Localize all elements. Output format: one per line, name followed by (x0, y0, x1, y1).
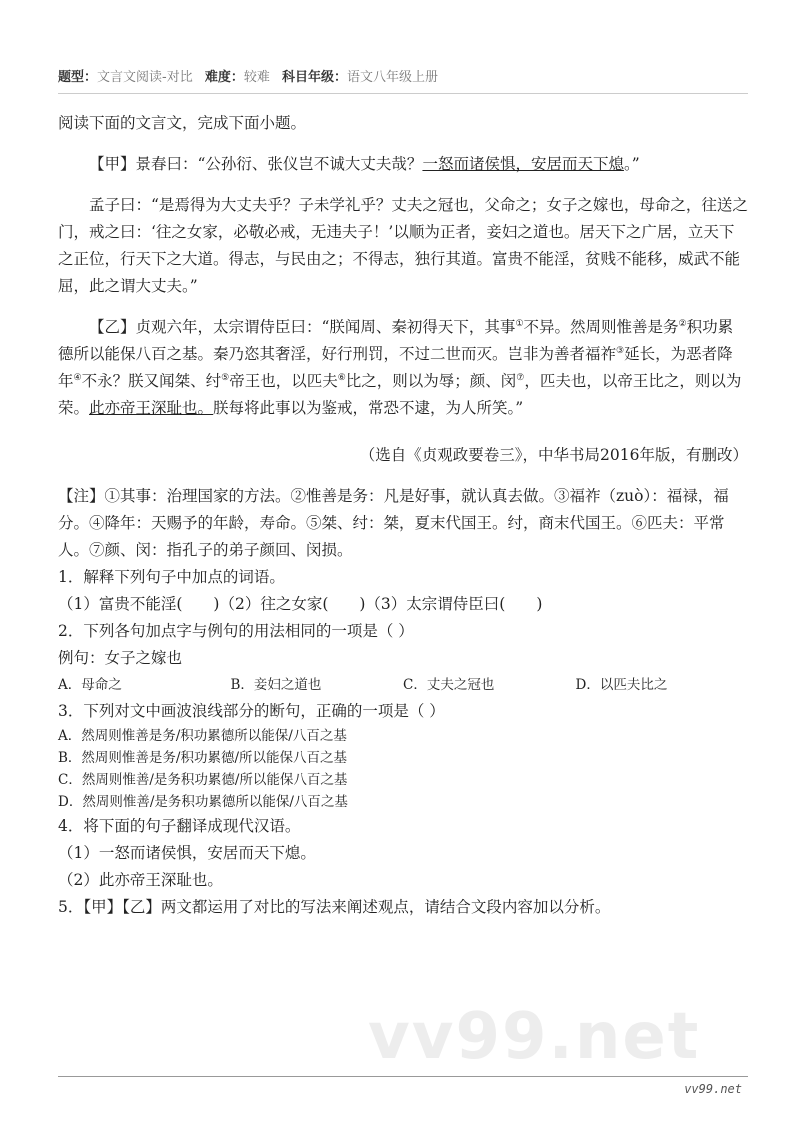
difficulty-value: 较难 (243, 70, 270, 85)
watermark: vv99.net (368, 1000, 701, 1074)
yi-text: 不永？朕又闻桀、纣 (81, 372, 222, 390)
question-2-title: 2．下列各句加点字与例句的用法相同的一项是（ ） (58, 622, 414, 640)
option-a: A．然周则惟善是务/积功累德所以能保/八百之基 (58, 728, 347, 744)
document-body (58, 110, 748, 921)
passage-yi (58, 314, 748, 422)
footer-site: vv99.net (684, 1082, 742, 1096)
question-2-options (58, 672, 748, 698)
type-label: 题型： (58, 70, 98, 85)
yi-text: 比之，则以为辱；颜、闵 (345, 372, 517, 390)
header-divider (58, 93, 748, 94)
question-meta-header (58, 66, 748, 85)
yi-text: 帝王也，以匹夫 (229, 372, 338, 390)
footnote-marker: ④ (73, 372, 82, 383)
question-1-line: （1）富贵不能淫( )（2）往之女家( )（3）太宗谓侍臣曰( ) (58, 595, 543, 613)
yi-text: 【乙】贞观六年，太宗谓侍臣曰：“朕闻周、秦初得天下，其事 (89, 318, 516, 336)
footnote-marker: ③ (616, 345, 625, 356)
yi-underlined: 此亦帝王深耻也。 (89, 399, 214, 417)
question-5-title: 5．【甲】【乙】两文都运用了对比的写法来阐述观点，请结合文段内容加以分析。 (58, 898, 611, 916)
passage-jia-p2: 孟子曰：“是焉得为大丈夫乎？子未学礼乎？丈夫之冠也，父命之；女子之嫁也，母命之，往送之门，戒之曰：‘往之女家，必敬必戒，无违夫子！’以顺为正者，妾妇之道也。居天下之广居，立天下之正位，行天下之大道。得志，与民由之；不得志，独行其道。富贵不能淫，贫贱不能移，威武不能屈，此之谓大丈夫。” (58, 196, 748, 295)
option-c: C．丈夫之冠也 (403, 677, 495, 693)
footnote-marker: ⑤ (221, 372, 230, 383)
footnote-marker: ⑦ (516, 372, 525, 383)
yi-text: 不异。然周则惟善是务 (523, 318, 679, 336)
annotation-notes: 【注】①其事：治理国家的方法。②惟善是务：凡是好事，就认真去做。③福祚（zuò）：福禄，福分。④降年：天赐予的年龄，寿命。⑤桀、纣：桀，夏末代国王。纣，商末代国王。⑥匹夫：平常人。⑦颜、闵：指孔子的弟子颜回、闵损。 (58, 487, 729, 559)
question-1-title: 1．解释下列句子中加点的词语。 (58, 568, 285, 586)
intro-text: 阅读下面的文言文，完成下面小题。 (58, 114, 307, 132)
footnote-marker: ① (515, 318, 524, 329)
option-a: A．母命之 (58, 677, 122, 693)
type-value: 文言文阅读-对比 (97, 70, 193, 85)
jia-p1-end: 。” (623, 155, 640, 173)
passage-jia-p1 (58, 151, 748, 178)
question-2-example: 例句：女子之嫁也 (58, 649, 183, 667)
option-d: D．以匹夫比之 (575, 677, 668, 693)
footnote-marker: ② (678, 318, 687, 329)
source-citation: （选自《贞观政要卷三》，中华书局2016年版，有删改） (359, 446, 748, 464)
jia-p1-text: 【甲】景春曰：“公孙衍、张仪岂不诚大丈夫哉？ (89, 155, 423, 173)
question-3-title: 3．下列对文中画波浪线部分的断句，正确的一项是（ ） (58, 702, 445, 720)
jia-p1-underlined: 一怒而诸侯惧，安居而天下熄 (422, 155, 624, 173)
question-4-title: 4．将下面的句子翻译成现代汉语。 (58, 817, 301, 835)
footer-divider (58, 1076, 748, 1077)
question-4-item-1: （1）一怒而诸侯惧，安居而天下熄。 (58, 844, 316, 862)
question-4-item-2: （2）此亦帝王深耻也。 (58, 871, 223, 889)
option-b: B．妾妇之道也 (230, 677, 322, 693)
option-c: C．然周则惟善/是务积功累德/所以能保八百之基 (58, 772, 348, 788)
grade-label: 科目年级： (282, 70, 348, 85)
yi-text: 延长，为恶者降年 (58, 345, 733, 390)
yi-text: 朕每将此事以为鉴戒，常恐不逮，为人所笑。” (213, 399, 524, 417)
difficulty-label: 难度： (204, 70, 244, 85)
grade-value: 语文八年级上册 (347, 70, 439, 85)
option-d: D．然周则惟善/是务积功累德所以能保/八百之基 (58, 794, 348, 810)
yi-text: ，匹夫也，以帝王比之，则以为荣。 (58, 372, 742, 417)
footnote-marker: ⑥ (337, 372, 346, 383)
yi-text: 积功累德所以能保八百之基。秦乃恣其奢淫，好行刑罚，不过二世而灭。岂非为善者福祚 (58, 318, 734, 363)
option-b: B．然周则惟善是务/积功累德/所以能保八百之基 (58, 750, 348, 766)
